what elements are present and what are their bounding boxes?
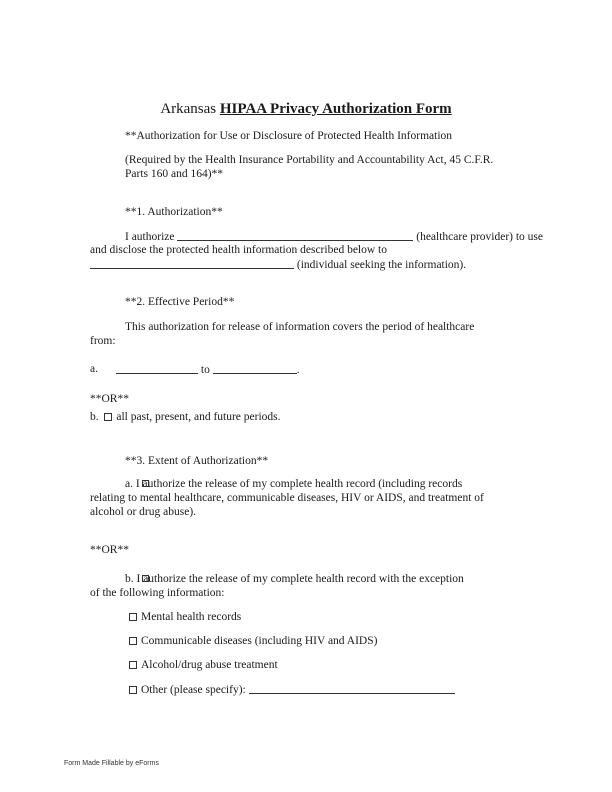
title-main: HIPAA Privacy Authorization Form xyxy=(219,101,452,117)
individual-label: (individual seeking the information). xyxy=(296,259,467,271)
section3-a-text: a. I authorize the release of my complete health record (including records xyxy=(125,478,463,490)
healthcare-provider-field[interactable] xyxy=(177,229,413,241)
exception-item xyxy=(129,682,455,697)
form-title xyxy=(0,102,612,116)
to-text: to xyxy=(200,364,210,376)
communicable-diseases-checkbox[interactable] xyxy=(129,637,137,645)
section2-heading: **2. Effective Period** xyxy=(125,296,235,308)
other-checkbox[interactable] xyxy=(129,686,137,694)
section3-b-line1 xyxy=(125,572,464,586)
exception-label: Other (please specify): xyxy=(141,684,246,696)
section1-line1 xyxy=(125,229,543,244)
section1-line3 xyxy=(90,257,466,272)
other-specify-field[interactable] xyxy=(249,682,455,694)
intro-required-line1: (Required by the Health Insurance Portability and Accountability Act, 45 C.F.R. xyxy=(125,154,494,166)
mental-health-checkbox[interactable] xyxy=(129,613,137,621)
individual-field[interactable] xyxy=(90,257,294,269)
intro-required-line2: Parts 160 and 164)** xyxy=(125,168,224,180)
option-a-label: a. xyxy=(90,363,98,375)
section3-b-text: b. I authorize the release of my complete health record with the exception xyxy=(125,573,464,585)
exception-item xyxy=(129,634,377,648)
provider-label: (healthcare provider) to use xyxy=(416,231,544,243)
exceptions-checkbox[interactable] xyxy=(142,575,149,582)
section3-a-line1 xyxy=(125,477,462,491)
section3-a-line3: alcohol or drug abuse). xyxy=(90,506,197,518)
exception-item xyxy=(129,658,278,672)
section2-line2: from: xyxy=(90,335,116,347)
section2-or: **OR** xyxy=(90,393,129,405)
period-end-field[interactable] xyxy=(213,362,297,374)
option-b-label: b. xyxy=(90,411,99,423)
title-state: Arkansas xyxy=(160,101,217,117)
i-authorize-text: I authorize xyxy=(125,231,175,243)
exception-label: Communicable diseases (including HIV and AIDS) xyxy=(141,635,378,647)
exception-label: Mental health records xyxy=(141,611,242,623)
period-start-field[interactable] xyxy=(116,362,198,374)
section3-a-line2: relating to mental healthcare, communicable diseases, HIV or AIDS, and treatment of xyxy=(90,492,484,504)
all-periods-checkbox[interactable] xyxy=(104,413,112,421)
period-end-dot: . xyxy=(296,364,300,376)
exception-item xyxy=(129,610,241,624)
section3-heading: **3. Extent of Authorization** xyxy=(125,455,269,467)
option-b-row xyxy=(90,410,281,424)
section2-line1: This authorization for release of information covers the period of healthcare xyxy=(125,321,475,333)
section1-heading: **1. Authorization** xyxy=(125,206,223,218)
alcohol-drug-checkbox[interactable] xyxy=(129,661,137,669)
complete-record-checkbox[interactable] xyxy=(142,480,149,487)
option-a-row xyxy=(116,362,300,377)
option-b-text: all past, present, and future periods. xyxy=(116,411,281,423)
section1-line2: and disclose the protected health information described below to xyxy=(90,244,387,256)
section3-or: **OR** xyxy=(90,544,129,556)
section3-b-line2: of the following information: xyxy=(90,587,225,599)
footer-text: Form Made Fillable by eForms xyxy=(64,760,159,767)
intro-heading: **Authorization for Use or Disclosure of Protected Health Information xyxy=(125,130,453,142)
exception-label: Alcohol/drug abuse treatment xyxy=(141,659,278,671)
